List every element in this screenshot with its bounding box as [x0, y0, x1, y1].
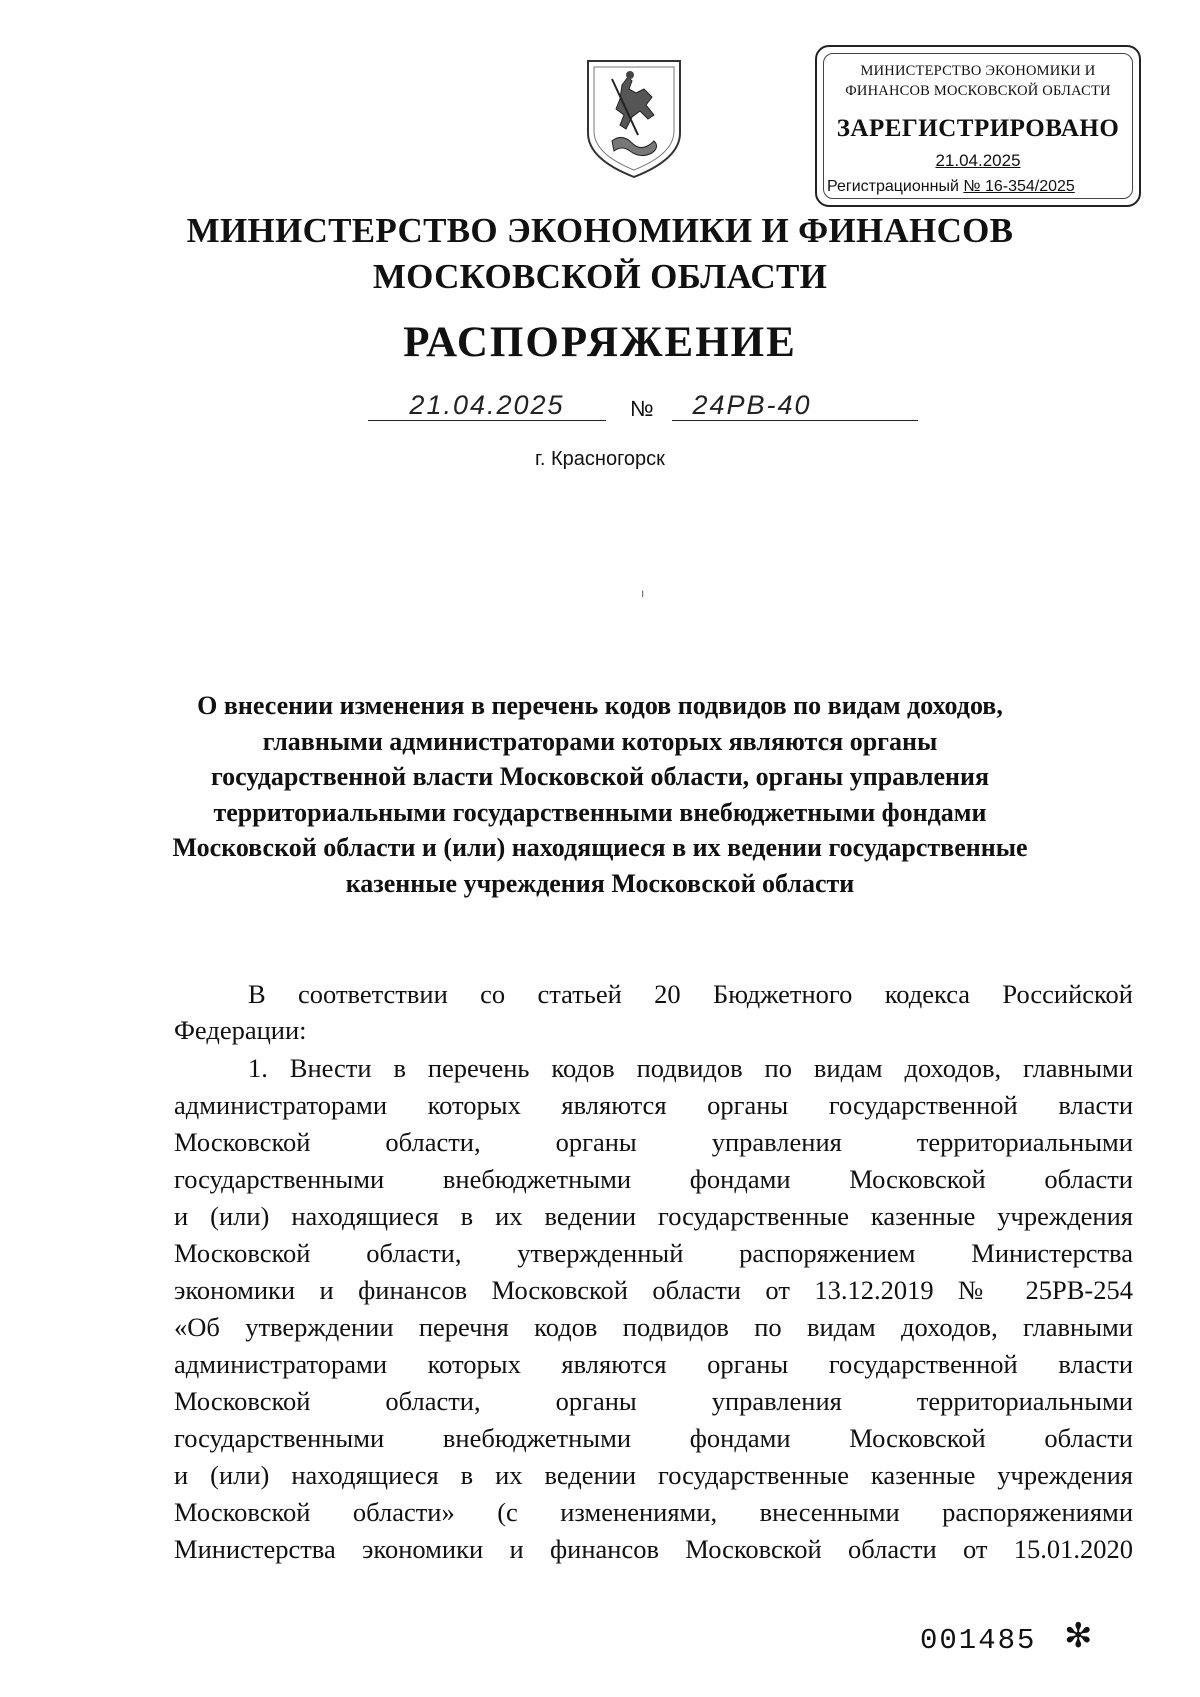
stamp-org-line2: ФИНАНСОВ МОСКОВСКОЙ ОБЛАСТИ	[845, 83, 1111, 99]
registration-stamp	[815, 45, 1141, 207]
stamp-date: 21.04.2025	[935, 151, 1021, 170]
title-line: О внесении изменения в перечень кодов подвидов по видам доходов,	[197, 691, 1003, 720]
title-line: государственной власти Московской области, органы управления	[210, 762, 990, 791]
stamp-date-row	[817, 151, 1139, 171]
body-line: государственными внебюджетными фондами Московской области	[174, 1423, 1133, 1453]
document-title	[160, 688, 1040, 901]
ministry-name	[0, 208, 1200, 300]
stamp-org-line1: МИНИСТЕРСТВО ЭКОНОМИКИ И	[860, 63, 1096, 79]
serial-number: 001485	[920, 1624, 1037, 1657]
body-line: и (или) находящиеся в их ведении государственные казенные учреждения	[174, 1201, 1133, 1231]
document-date: 21.04.2025	[409, 390, 565, 420]
stamp-organization	[817, 61, 1139, 101]
stamp-reg-row	[827, 178, 1133, 196]
stamp-status: ЗАРЕГИСТРИРОВАНО	[836, 115, 1120, 142]
city: г. Красногорск	[535, 448, 665, 470]
ministry-line2: МОСКОВСКОЙ ОБЛАСТИ	[372, 257, 828, 296]
stamp-reg-number: № 16-354/2025	[963, 178, 1075, 195]
body-line: Московской области» (с изменениями, внесенными распоряжениями	[174, 1497, 1133, 1527]
stamp-reg-label: Регистрационный	[827, 178, 959, 195]
body-line: и (или) находящиеся в их ведении государственные казенные учреждения	[174, 1460, 1133, 1490]
title-line: казенные учреждения Московской области	[345, 868, 855, 898]
body-line: В соответствии со статьей 20 Бюджетного кодекса Российской	[248, 979, 1133, 1009]
body-line: экономики и финансов Московской области от 13.12.2019 № 25РВ-254	[174, 1275, 1133, 1305]
asterisk-mark-icon: ✻	[1064, 1617, 1093, 1655]
body-line: «Об утверждении перечня кодов подвидов по видам доходов, главными	[174, 1312, 1133, 1342]
document-number: 24РВ-40	[692, 390, 812, 420]
body-line: администраторами которых являются органы государственной власти	[174, 1090, 1133, 1120]
body-line: Московской области, утвержденный распоряжением Министерства	[174, 1238, 1133, 1268]
body-line: государственными внебюджетными фондами Московской области	[174, 1164, 1133, 1194]
body-line: администраторами которых являются органы государственной власти	[174, 1349, 1133, 1379]
body-line: Министерства экономики и финансов Московской области от 15.01.2020	[174, 1534, 1133, 1564]
title-line: Московской области и (или) находящиеся в их ведении государственные	[172, 833, 1028, 862]
title-line: территориальными государственными внебюджетными фондами	[213, 797, 987, 827]
emblem-svg	[582, 55, 686, 181]
body-line: Московской области, органы управления территориальными	[174, 1127, 1133, 1157]
ministry-line1: МИНИСТЕРСТВО ЭКОНОМИКИ И ФИНАНСОВ	[186, 211, 1014, 250]
scan-mark: ı	[641, 586, 645, 600]
number-sign: №	[630, 396, 654, 421]
body-line: Федерации:	[174, 1015, 307, 1045]
body-line: Московской области, органы управления территориальными	[174, 1386, 1133, 1416]
title-line: главными администраторами которых являются органы	[262, 726, 938, 756]
document-type: РАСПОРЯЖЕНИЕ	[403, 319, 797, 366]
coat-of-arms-icon	[582, 55, 686, 181]
body-line: 1. Внести в перечень кодов подвидов по видам доходов, главными	[248, 1053, 1133, 1083]
